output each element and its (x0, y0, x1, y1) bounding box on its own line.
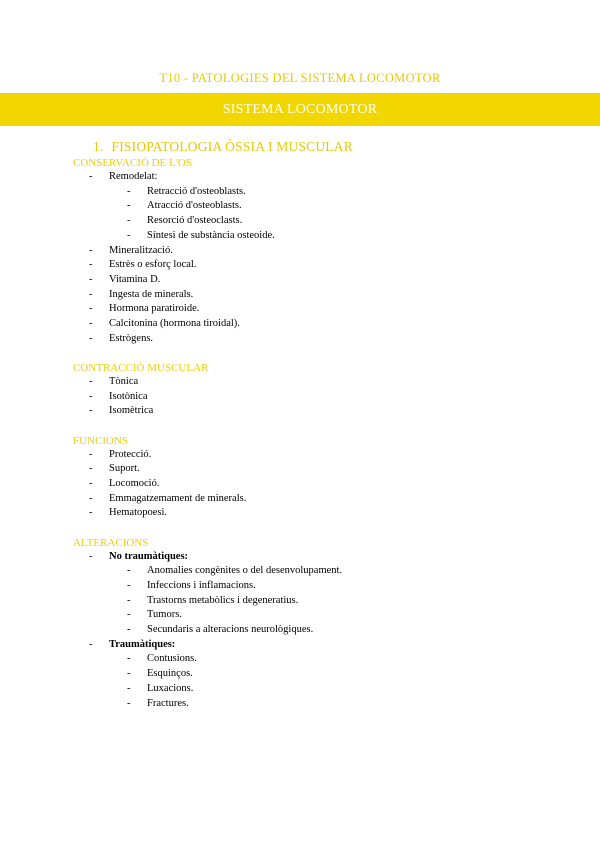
bullet-dash: - (89, 448, 93, 460)
sub-list-item (0, 697, 600, 712)
bullet-dash: - (127, 185, 131, 197)
bullet-dash: - (89, 463, 93, 475)
bullet-dash: - (89, 405, 93, 417)
bullet-dash: - (89, 244, 93, 256)
bullet-dash: - (127, 653, 131, 665)
contraccio-list (0, 375, 600, 419)
list-item-text: Isotònica (109, 390, 148, 402)
bullet-dash: - (127, 229, 131, 241)
subheading-alteracions: ALTERACIONS (73, 536, 149, 549)
bullet-dash: - (127, 697, 131, 709)
list-item (0, 288, 600, 303)
list-item (0, 317, 600, 332)
sub-list-item (0, 594, 600, 609)
conservacio-list (0, 170, 600, 346)
bullet-dash: - (89, 259, 93, 271)
sub-list-item (0, 185, 600, 200)
list-item (0, 390, 600, 405)
section-title: FISIOPATOLOGIA ÒSSIA I MUSCULAR (111, 139, 353, 154)
sub-list-item-text: Síntesi de substància osteoide. (147, 229, 275, 241)
bullet-dash: - (127, 609, 131, 621)
list-item (0, 170, 600, 185)
bullet-dash: - (89, 318, 93, 330)
list-item-text: Mineralització. (109, 244, 173, 256)
bullet-dash: - (127, 565, 131, 577)
list-item (0, 462, 600, 477)
sub-list-item-text: Trastorns metabòlics i degeneratius. (147, 594, 299, 606)
list-item (0, 448, 600, 463)
bullet-dash: - (127, 215, 131, 227)
bullet-dash: - (89, 550, 93, 562)
list-item-text: Suport. (109, 463, 140, 475)
list-item-text: Hematopoesi. (109, 507, 168, 519)
subheading-conservacio: CONSERVACIÓ DE L'OS (73, 157, 192, 169)
alteracions-list (0, 550, 600, 712)
bullet-dash: - (89, 492, 93, 504)
bullet-dash: - (89, 507, 93, 519)
list-item (0, 638, 600, 653)
bullet-dash: - (89, 390, 93, 402)
funcions-list (0, 448, 600, 522)
sub-list-item-text: Luxacions. (147, 682, 194, 694)
list-item-text: Locomoció. (109, 477, 160, 489)
sub-list-item (0, 608, 600, 623)
list-item-text: Estrògens. (109, 332, 154, 344)
bullet-dash: - (127, 682, 131, 694)
sub-list-item (0, 229, 600, 244)
bullet-dash: - (89, 477, 93, 489)
bullet-dash: - (127, 624, 131, 636)
list-item (0, 506, 600, 521)
sub-list-item-text: Contusions. (147, 653, 197, 665)
sub-list-item-text: Resorció d'osteoclasts. (147, 215, 243, 227)
sub-list-item (0, 579, 600, 594)
sub-list-item-text: Tumors. (147, 609, 182, 621)
sub-list-item (0, 667, 600, 682)
sub-list-item (0, 564, 600, 579)
sub-list-item (0, 214, 600, 229)
bullet-dash: - (127, 200, 131, 212)
list-item (0, 492, 600, 507)
sub-list-item (0, 623, 600, 638)
sub-list-item-text: Infeccions i inflamacions. (147, 579, 256, 591)
bullet-dash: - (127, 668, 131, 680)
list-item-text: Protecció. (109, 448, 152, 460)
sub-list-item (0, 652, 600, 667)
sub-list-item (0, 682, 600, 697)
list-item-text: Isomètrica (109, 405, 154, 417)
subheading-contraccio: CONTRACCIÓ MUSCULAR (73, 361, 209, 374)
sub-list-item (0, 199, 600, 214)
list-item-text: Ingesta de minerals. (109, 288, 194, 300)
list-item (0, 375, 600, 390)
section-heading (93, 138, 600, 156)
bullet-dash: - (89, 171, 93, 182)
bullet-dash: - (127, 594, 131, 606)
bullet-dash: - (89, 273, 93, 285)
sub-list-item-text: Anomalies congènites o del desenvolupament. (147, 565, 343, 577)
list-item-text: Hormona paratiroide. (109, 303, 200, 315)
list-item-text: Estrès o esforç local. (109, 259, 197, 271)
list-item (0, 477, 600, 492)
list-item-text: No traumàtiques: (109, 550, 189, 562)
list-item-text: Emmagatzemament de minerals. (109, 492, 247, 504)
bullet-dash: - (127, 579, 131, 591)
bullet-dash: - (89, 332, 93, 344)
document-title: T10 - PATOLOGIES DEL SISTEMA LOCOMOTOR (159, 71, 441, 85)
sub-list-item-text: Secundaris a alteracions neurològiques. (147, 624, 314, 636)
bullet-dash: - (89, 288, 93, 300)
list-item (0, 332, 600, 347)
sub-list-item-text: Atracció d'osteoblasts. (147, 200, 242, 212)
list-item-text: Calcitonina (hormona tiroidal). (109, 318, 240, 330)
sub-list-item-text: Fractures. (147, 697, 189, 709)
list-item-text: Remodelat: (109, 171, 158, 182)
list-item (0, 550, 600, 565)
list-item (0, 244, 600, 259)
bullet-dash: - (89, 375, 93, 387)
section-banner: SISTEMA LOCOMOTOR (0, 93, 600, 126)
subheading-funcions: FUNCIONS (73, 434, 129, 447)
list-item (0, 302, 600, 317)
list-item-text: Traumàtiques: (109, 638, 176, 650)
list-item (0, 404, 600, 419)
list-item-text: Tònica (109, 375, 139, 387)
sub-list-item-text: Retracció d'osteoblasts. (147, 185, 246, 197)
section-number: 1. (93, 139, 104, 154)
sub-list-item-text: Esquinços. (147, 668, 193, 680)
list-item-text: Vitamina D. (109, 273, 161, 285)
bullet-dash: - (89, 638, 93, 650)
list-item (0, 258, 600, 273)
list-item (0, 273, 600, 288)
document-body (0, 138, 600, 711)
bullet-dash: - (89, 303, 93, 315)
